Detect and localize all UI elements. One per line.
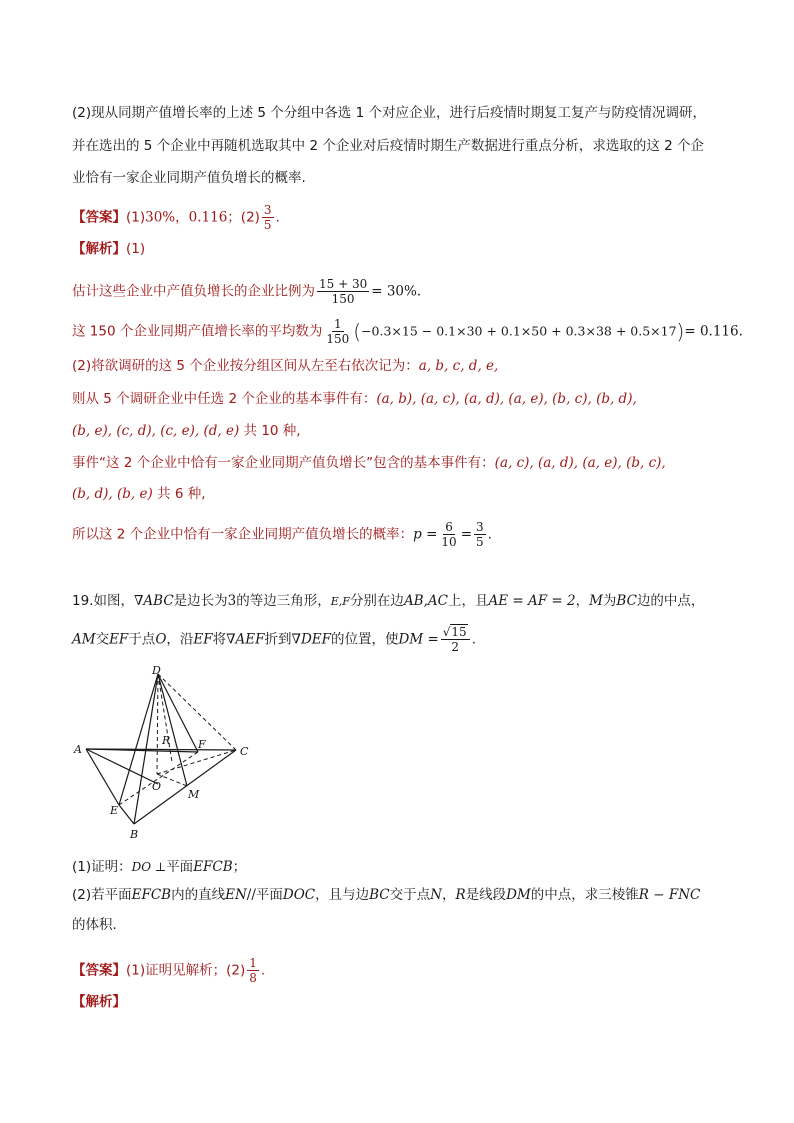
analysis-probability: 所以这 2 个企业中恰有一家企业同期产值负增长的概率：p = $\frac{6}{10}$ = $\frac{3}{5}$ .	[72, 520, 492, 549]
analysis-event-1: 事件“这 2 个企业中恰有一家企业同期产值负增长”包含的基本事件有：(a, c), (a, d), (a, e), (b, c),	[72, 455, 666, 471]
analysis-estimate: 估计这些企业中产值负增长的企业比例为 $\frac{15 + 30}{150}$ = 30%.	[72, 277, 422, 306]
analysis-event-2: (b, d), (b, e) 共 6 种,	[72, 486, 206, 502]
analysis-average: 这 150 个企业同期产值增长率的平均数为 $\frac{1}{150}$ (−0.3×15 − 0.1×30 + 0.1×50 + 0.3×38 + 0.5×17)= 0.116.	[72, 317, 743, 346]
answer-1: 【答案】(1)30%，0.116；(2) $\frac{3}{5}$ .	[72, 203, 280, 232]
q19-line1: 19.如图，∇ABC是边长为3的等边三角形，E,F分别在边AB,AC上，且AE = AF = 2，M为BC边的中点，	[72, 593, 705, 609]
analysis-2-header	[72, 992, 126, 1012]
analysis-basic-events-2: (b, e), (c, d), (c, e), (d, e) 共 10 种,	[72, 423, 301, 439]
label-d: D	[152, 664, 161, 677]
q19-part1: (1)证明：DO ⊥平面EFCB；	[72, 859, 247, 875]
dashed-o-m	[157, 774, 187, 786]
analysis-1-header: 【解析】(1)	[72, 241, 146, 257]
label-f: F	[198, 738, 206, 751]
average-fraction: $\frac{1}{150}$	[326, 317, 350, 346]
label-a: A	[74, 743, 82, 756]
label-r: R	[162, 734, 171, 747]
edge-e-b	[119, 805, 134, 824]
dm-fraction: $\frac{√15}{2}$	[441, 625, 470, 654]
pyramid-figure	[72, 662, 262, 844]
analysis-part2-label: (2)将欲调研的这 5 个企业按分组区间从左至右依次记为：a, b, c, d, e,	[72, 358, 499, 374]
dashed-e-f	[119, 752, 198, 805]
q18-part2-line3: 业恰有一家企业同期产值负增长的概率.	[72, 170, 306, 186]
dashed-d-o	[157, 674, 158, 774]
answer-2: 【答案】(1)证明见解析；(2) $\frac{1}{8}$ .	[72, 956, 266, 985]
q18-part2-line1: (2)现从同期产值增长率的上述 5 个分组中各选 1 个对应企业，进行后疫情时期复工复产与防疫情况调研，	[72, 105, 706, 121]
q19-part2-line2: 的体积.	[72, 917, 117, 933]
average-expression: −0.3×15 − 0.1×30 + 0.1×50 + 0.3×38 + 0.5×17	[361, 323, 677, 339]
answer-2-tag: 【答案】	[72, 962, 126, 979]
q19-line2: AM交EF于点O，沿EF将∇AEF折到∇DEF的位置，使DM = $\frac{√15}{2}$ .	[72, 625, 476, 654]
label-o: O	[152, 780, 162, 793]
answer-tag: 【答案】	[72, 209, 126, 226]
estimate-fraction: $\frac{15 + 30}{150}$	[319, 277, 368, 306]
q18-part2-line2: 并在选出的 5 个企业中再随机选取其中 2 个企业对后疫情时期生产数据进行重点分析，求选取的这 2 个企	[72, 138, 705, 154]
analysis-tag: 【解析】	[72, 241, 126, 257]
answer-fraction: $\frac{3}{5}$	[263, 203, 272, 232]
answer-2-fraction: $\frac{1}{8}$	[249, 956, 257, 985]
answer-value-2: 0.116	[188, 209, 228, 226]
probability-fraction-1: $\frac{6}{10}$	[441, 520, 457, 549]
analysis-basic-events-1: 则从 5 个调研企业中任选 2 个企业的基本事件有：(a, b), (a, c), (a, d), (a, e), (b, c), (b, d),	[72, 391, 637, 407]
q19-part2-line1: (2)若平面EFCB内的直线EN//平面DOC，且与边BC交于点N，R是线段DM的中点，求三棱锥R − FNC	[72, 887, 701, 903]
label-m: M	[188, 788, 200, 801]
label-c: C	[240, 745, 249, 758]
analysis-2-tag: 【解析】	[72, 994, 126, 1010]
label-e: E	[110, 804, 119, 817]
label-b: B	[130, 828, 139, 841]
answer-value-1: 30%	[145, 209, 176, 226]
q19-number: 19.	[72, 593, 94, 609]
probability-fraction-2: $\frac{3}{5}$	[476, 520, 484, 549]
